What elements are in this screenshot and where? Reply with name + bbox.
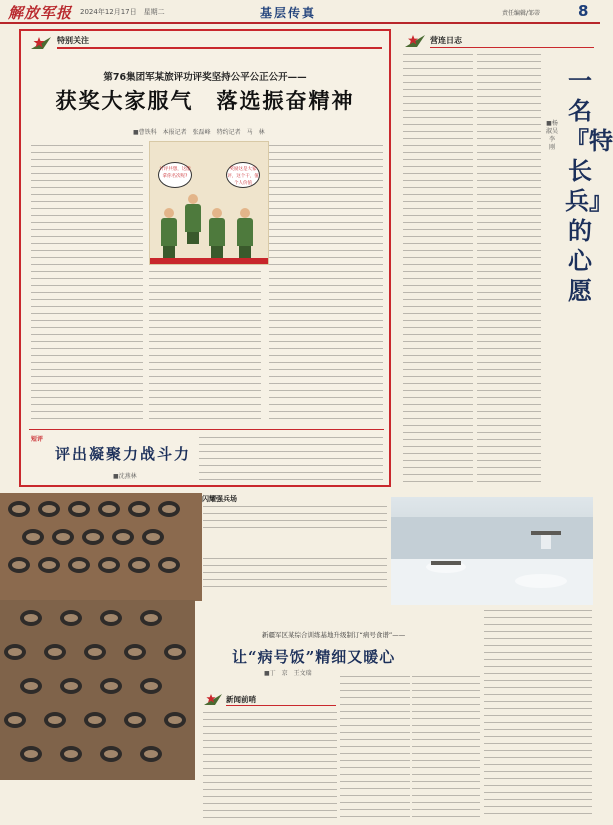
bottom-article-text [340, 676, 410, 822]
newspaper-logo: 解放军报 [8, 4, 73, 22]
body-text-column [31, 145, 143, 425]
page-section-title: 基层传真 [260, 6, 317, 20]
page-number: 8 [578, 2, 589, 20]
news-section-label: 新闻前哨 [226, 695, 256, 704]
cartoon-banner [150, 258, 268, 264]
star-icon [203, 693, 223, 706]
section-rule [57, 47, 382, 49]
soldier-figure [236, 208, 254, 258]
section-divider [29, 429, 384, 430]
camp-log-label: 营连日志 [430, 36, 462, 45]
cartoon-illustration [149, 141, 269, 265]
article-subhead: 第76集团军某旅评功评奖坚持公平公正公开—— [103, 72, 307, 83]
featured-article[interactable] [19, 29, 391, 487]
speech-bubble-right: 奖励这是大家评，这个干，值个人价值 [226, 162, 260, 188]
body-text-column [149, 271, 261, 425]
star-icon [404, 34, 426, 48]
bottom-article-byline: ■丁 京 王文瑞 [264, 670, 312, 677]
snow-soldiers-icon [391, 497, 593, 605]
article-byline: ■曹铁科 本报记者 张磊峰 特约记者 马 林 [133, 129, 265, 136]
soldier-figure [208, 208, 226, 258]
camp-log-rule [430, 47, 594, 48]
article-headline[interactable]: 获奖大家服气 落选振奋精神 [55, 88, 355, 113]
right-lower-text [484, 610, 592, 820]
tire-training-photo [0, 600, 195, 780]
speech-bubble-left: 计评共想，这能拿你名次呢? [158, 162, 192, 188]
commentary-byline: ■沈燕林 [113, 473, 137, 480]
photo-caption [203, 506, 387, 530]
bottom-article-text [412, 676, 480, 822]
camp-log-headline[interactable]: 一名『特长兵』的心愿 [565, 66, 613, 305]
bottom-article-headline[interactable]: 让“病号饭”精细又暖心 [232, 648, 396, 666]
bottom-article-subhead: 新疆军区某综合训练基地升级制订“病号食谱”—— [262, 631, 406, 639]
commentary-label: 短评 [31, 436, 44, 443]
star-icon [29, 35, 53, 51]
editors-credit: 责任编辑/邹蒂 [502, 10, 541, 17]
soldier-figure [160, 208, 178, 258]
snow-training-photo [391, 497, 593, 605]
photo-section-label: 闪耀强兵场 [202, 495, 237, 503]
photo-caption [203, 558, 387, 588]
body-text-column [269, 145, 383, 425]
bottom-article-text [203, 712, 337, 822]
issue-date: 2024年12月17日 星期二 [80, 8, 165, 16]
camp-log-text [477, 54, 541, 488]
news-section-rule [226, 705, 336, 706]
tire-training-photo [0, 493, 202, 601]
commentary-headline[interactable]: 评出凝聚力战斗力 [55, 445, 192, 463]
soldier-figure [184, 194, 202, 244]
camp-log-text [403, 54, 473, 488]
commentary-text [199, 437, 383, 481]
section-label: 特别关注 [57, 36, 89, 45]
camp-log-byline: ■杨淑吴 李 刚 [546, 120, 565, 151]
masthead [0, 0, 600, 24]
